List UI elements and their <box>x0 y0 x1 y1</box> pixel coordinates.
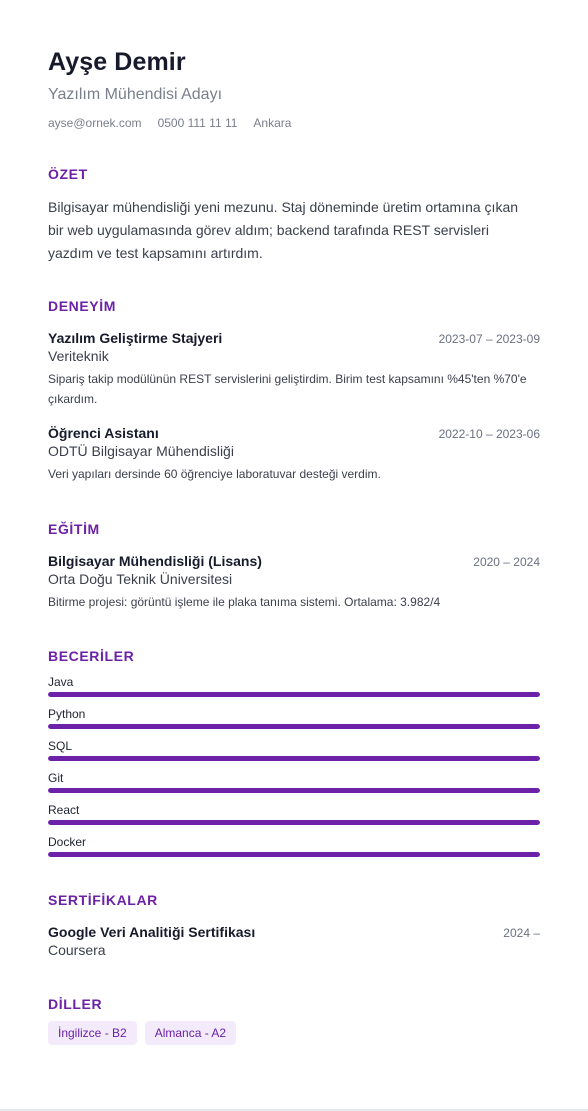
language-chip: Almanca - A2 <box>145 1021 236 1045</box>
skill-bar-fill <box>48 820 540 825</box>
skill-bar-track <box>48 788 540 793</box>
entry-organization: Coursera <box>48 942 106 958</box>
entry-date: 2022-10 – 2023-06 <box>438 427 540 441</box>
section-title-certificates: SERTİFİKALAR <box>48 892 158 908</box>
entry-organization: Veriteknik <box>48 348 109 364</box>
entry-organization: Orta Doğu Teknik Üniversitesi <box>48 571 233 587</box>
section-title-skills: BECERİLER <box>48 648 135 664</box>
entry-description: Sipariş takip modülünün REST servislerini geliştirdim. Birim test kapsamını %45'ten %70'e çıkardım. <box>48 372 527 406</box>
skill-bar-track <box>48 692 540 697</box>
certificate-entry <box>48 924 540 958</box>
entry-title: Bilgisayar Mühendisliği (Lisans) <box>48 553 262 569</box>
skill-name: Python <box>48 707 86 721</box>
skill-bar-track <box>48 852 540 857</box>
skill-row <box>48 739 540 761</box>
skill-bar-fill <box>48 852 540 857</box>
section-title-languages: DİLLER <box>48 996 103 1012</box>
skill-bar-fill <box>48 756 540 761</box>
entry-title: Yazılım Geliştirme Stajyeri <box>48 330 223 346</box>
entry-date: 2020 – 2024 <box>473 555 540 569</box>
skill-bar-track <box>48 756 540 761</box>
skill-bar-fill <box>48 788 540 793</box>
skill-name: Git <box>48 771 64 785</box>
entry-title: Google Veri Analitiği Sertifikası <box>48 924 256 940</box>
skill-row <box>48 835 540 857</box>
skill-row <box>48 707 540 729</box>
candidate-role: Yazılım Mühendisi Adayı <box>48 86 223 103</box>
section-title-education: EĞİTİM <box>48 521 100 537</box>
skill-row <box>48 675 540 697</box>
skill-name: Docker <box>48 835 87 849</box>
entry-date: 2023-07 – 2023-09 <box>438 332 540 346</box>
entry-title: Öğrenci Asistanı <box>48 425 159 441</box>
education-entry <box>48 553 540 612</box>
experience-entry <box>48 330 540 409</box>
contact-phone[interactable]: 0500 111 11 11 <box>157 116 238 130</box>
skill-bar-track <box>48 724 540 729</box>
summary-text: Bilgisayar mühendisliği yeni mezunu. Staj döneminde üretim ortamına çıkan bir web uygulamasında görev aldım; backend tarafında REST servisleri yazdım ve test kapsamını artırdım. <box>48 199 519 261</box>
entry-description: Bitirme projesi: görüntü işleme ile plaka tanıma sistemi. Ortalama: 3.982/4 <box>48 595 441 609</box>
entry-date: 2024 – <box>503 926 540 940</box>
entry-organization: ODTÜ Bilgisayar Mühendisliği <box>48 443 234 459</box>
skill-bar-fill <box>48 692 540 697</box>
experience-entry <box>48 425 540 484</box>
skill-name: Java <box>48 675 74 689</box>
skill-bar-fill <box>48 724 540 729</box>
skill-bar-track <box>48 820 540 825</box>
contact-city: Ankara <box>253 116 292 130</box>
section-title-summary: ÖZET <box>48 166 88 182</box>
section-title-experience: DENEYİM <box>48 298 116 314</box>
skill-row <box>48 803 540 825</box>
contact-email[interactable]: ayse@ornek.com <box>48 116 142 130</box>
language-chips <box>48 1021 236 1045</box>
candidate-name: Ayşe Demir <box>48 48 186 76</box>
language-chip: İngilizce - B2 <box>48 1021 137 1045</box>
skill-name: SQL <box>48 739 73 753</box>
skill-name: React <box>48 803 80 817</box>
entry-description: Veri yapıları dersinde 60 öğrenciye laboratuvar desteği verdim. <box>48 467 381 481</box>
contact-line <box>48 116 291 130</box>
skill-row <box>48 771 540 793</box>
